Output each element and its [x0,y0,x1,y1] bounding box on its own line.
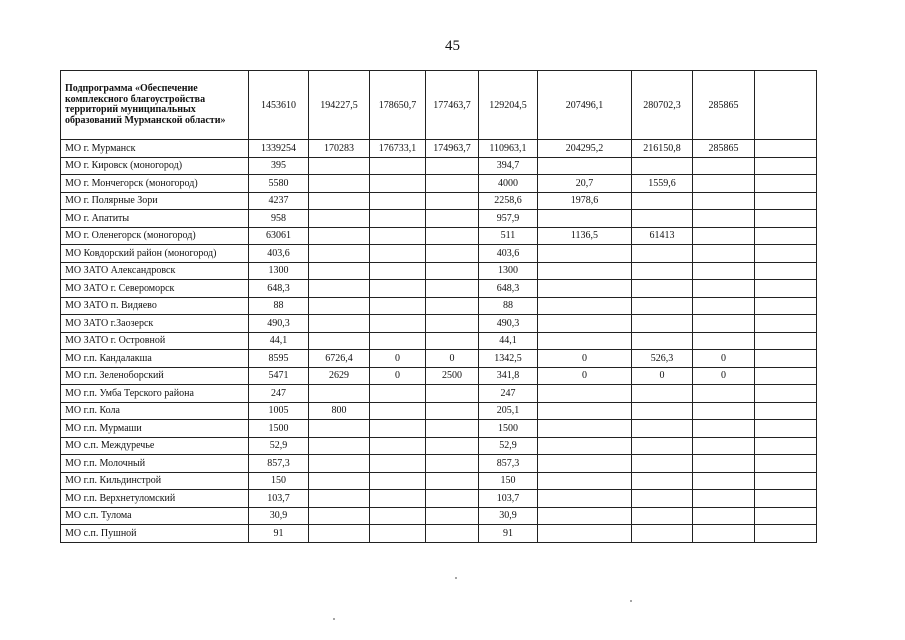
value-cell: 648,3 [479,280,538,298]
municipality-name: МО г.п. Кильдинстрой [61,472,249,490]
value-cell: 30,9 [249,507,309,525]
value-cell: 91 [479,525,538,543]
value-cell: 490,3 [479,315,538,333]
value-cell [309,472,370,490]
value-cell: 1300 [479,262,538,280]
value-cell [755,507,817,525]
municipality-row [61,437,817,455]
municipality-name: МО г.п. Кола [61,402,249,420]
municipality-name: МО с.п. Тулома [61,507,249,525]
value-cell [370,385,426,403]
municipality-name: МО г. Полярные Зори [61,192,249,210]
value-cell [538,402,632,420]
value-cell [309,437,370,455]
value-cell [693,472,755,490]
value-cell [370,262,426,280]
value-cell: 63061 [249,227,309,245]
value-cell: 958 [249,210,309,228]
value-cell: 174963,7 [426,140,479,158]
value-cell [755,385,817,403]
municipality-row [61,525,817,543]
value-cell [538,507,632,525]
value-cell [755,350,817,368]
value-cell: 1500 [479,420,538,438]
value-cell: 857,3 [249,455,309,473]
value-cell [538,385,632,403]
value-cell [309,385,370,403]
municipality-name: МО ЗАТО г. Североморск [61,280,249,298]
value-cell [693,280,755,298]
subprogram-cell: 178650,7 [370,71,426,140]
subprogram-cell: 129204,5 [479,71,538,140]
value-cell [755,280,817,298]
page-number: 45 [445,38,460,54]
value-cell: 490,3 [249,315,309,333]
value-cell [370,192,426,210]
table-body [61,71,817,543]
value-cell: 150 [249,472,309,490]
value-cell [632,157,693,175]
value-cell [309,525,370,543]
municipality-name: МО г.п. Молочный [61,455,249,473]
value-cell [370,402,426,420]
municipality-name: МО г.п. Верхнетуломский [61,490,249,508]
value-cell: 1136,5 [538,227,632,245]
value-cell: 52,9 [249,437,309,455]
value-cell [755,227,817,245]
value-cell: 61413 [632,227,693,245]
value-cell: 30,9 [479,507,538,525]
value-cell: 403,6 [479,245,538,263]
value-cell: 0 [538,367,632,385]
value-cell [693,210,755,228]
subprogram-cell: 194227,5 [309,71,370,140]
value-cell: 88 [249,297,309,315]
value-cell [309,280,370,298]
value-cell [426,472,479,490]
municipality-name: МО г.п. Умба Терского района [61,385,249,403]
value-cell: 4237 [249,192,309,210]
value-cell: 5471 [249,367,309,385]
value-cell: 1005 [249,402,309,420]
value-cell: 2500 [426,367,479,385]
value-cell [755,525,817,543]
value-cell [370,525,426,543]
value-cell [693,332,755,350]
value-cell [309,332,370,350]
municipality-row [61,420,817,438]
value-cell [426,525,479,543]
value-cell: 110963,1 [479,140,538,158]
value-cell [309,227,370,245]
scan-speck [455,577,457,579]
value-cell [426,175,479,193]
value-cell [426,385,479,403]
municipality-row [61,332,817,350]
value-cell [693,420,755,438]
value-cell [693,175,755,193]
value-cell: 103,7 [479,490,538,508]
value-cell [693,525,755,543]
value-cell: 216150,8 [632,140,693,158]
value-cell [426,297,479,315]
value-cell [309,315,370,333]
value-cell: 1342,5 [479,350,538,368]
value-cell [755,262,817,280]
municipality-name: МО г. Мурманск [61,140,249,158]
value-cell [693,507,755,525]
value-cell [755,192,817,210]
value-cell [309,157,370,175]
value-cell [632,332,693,350]
value-cell: 800 [309,402,370,420]
value-cell [370,157,426,175]
value-cell [309,490,370,508]
value-cell: 285865 [693,140,755,158]
value-cell [755,157,817,175]
value-cell [370,455,426,473]
value-cell: 247 [479,385,538,403]
value-cell [370,280,426,298]
scan-speck [333,618,335,620]
municipality-name: МО г.п. Мурмаши [61,420,249,438]
value-cell [693,402,755,420]
municipality-row [61,297,817,315]
value-cell: 0 [426,350,479,368]
municipality-name: МО с.п. Междуречье [61,437,249,455]
value-cell: 1559,6 [632,175,693,193]
municipality-row [61,350,817,368]
municipality-row [61,192,817,210]
value-cell: 1300 [249,262,309,280]
value-cell: 4000 [479,175,538,193]
value-cell [370,210,426,228]
value-cell [693,157,755,175]
municipality-row [61,140,817,158]
value-cell [370,507,426,525]
value-cell: 2258,6 [479,192,538,210]
municipality-name: МО ЗАТО п. Видяево [61,297,249,315]
value-cell [538,332,632,350]
value-cell [426,210,479,228]
value-cell: 526,3 [632,350,693,368]
value-cell: 0 [538,350,632,368]
value-cell [632,210,693,228]
value-cell: 394,7 [479,157,538,175]
value-cell [755,367,817,385]
value-cell [755,315,817,333]
value-cell: 857,3 [479,455,538,473]
value-cell: 52,9 [479,437,538,455]
value-cell [370,227,426,245]
value-cell [693,227,755,245]
value-cell [538,262,632,280]
value-cell [755,472,817,490]
value-cell: 1500 [249,420,309,438]
value-cell [538,280,632,298]
value-cell [693,297,755,315]
value-cell [755,420,817,438]
value-cell [309,262,370,280]
value-cell: 511 [479,227,538,245]
value-cell: 44,1 [249,332,309,350]
value-cell: 648,3 [249,280,309,298]
value-cell [426,262,479,280]
value-cell: 176733,1 [370,140,426,158]
value-cell [755,245,817,263]
value-cell [538,472,632,490]
value-cell [426,332,479,350]
value-cell [632,280,693,298]
value-cell [370,490,426,508]
municipality-row [61,262,817,280]
value-cell [538,490,632,508]
municipality-name: МО Ковдорский район (моногород) [61,245,249,263]
value-cell: 88 [479,297,538,315]
value-cell [309,507,370,525]
value-cell [755,455,817,473]
value-cell: 0 [632,367,693,385]
value-cell [538,245,632,263]
value-cell [538,455,632,473]
municipality-row [61,367,817,385]
municipality-row [61,210,817,228]
value-cell [538,437,632,455]
municipality-name: МО г.п. Кандалакша [61,350,249,368]
value-cell [632,385,693,403]
value-cell: 205,1 [479,402,538,420]
value-cell [693,437,755,455]
municipality-row [61,455,817,473]
value-cell: 1339254 [249,140,309,158]
value-cell [538,157,632,175]
value-cell [426,490,479,508]
value-cell: 957,9 [479,210,538,228]
value-cell: 20,7 [538,175,632,193]
value-cell [309,192,370,210]
value-cell [426,192,479,210]
municipality-name: МО ЗАТО Александровск [61,262,249,280]
value-cell: 44,1 [479,332,538,350]
municipality-name: МО ЗАТО г.Заозерск [61,315,249,333]
value-cell: 204295,2 [538,140,632,158]
value-cell [309,210,370,228]
value-cell [755,402,817,420]
value-cell [755,175,817,193]
value-cell [370,420,426,438]
value-cell [632,402,693,420]
municipality-name: МО г.п. Зеленоборский [61,367,249,385]
value-cell [693,385,755,403]
value-cell: 341,8 [479,367,538,385]
municipality-row [61,472,817,490]
value-cell [538,297,632,315]
value-cell [426,402,479,420]
value-cell [755,490,817,508]
value-cell [370,472,426,490]
municipality-name: МО г. Апатиты [61,210,249,228]
value-cell: 170283 [309,140,370,158]
value-cell [426,280,479,298]
value-cell [426,437,479,455]
value-cell: 5580 [249,175,309,193]
value-cell [309,245,370,263]
value-cell: 0 [370,350,426,368]
value-cell [632,455,693,473]
value-cell: 0 [693,350,755,368]
municipality-row [61,227,817,245]
value-cell [538,210,632,228]
subprogram-cell: 207496,1 [538,71,632,140]
value-cell [755,297,817,315]
value-cell [693,262,755,280]
municipality-row [61,175,817,193]
value-cell: 0 [370,367,426,385]
value-cell [426,245,479,263]
subprogram-row [61,71,817,140]
value-cell [755,140,817,158]
municipality-name: МО г. Кировск (моногород) [61,157,249,175]
municipality-name: МО г. Оленегорск (моногород) [61,227,249,245]
municipality-row [61,157,817,175]
value-cell: 8595 [249,350,309,368]
municipality-row [61,280,817,298]
value-cell [632,297,693,315]
value-cell [632,525,693,543]
value-cell [632,315,693,333]
subprogram-cell: 1453610 [249,71,309,140]
value-cell [693,455,755,473]
value-cell [370,297,426,315]
value-cell [426,315,479,333]
value-cell: 403,6 [249,245,309,263]
municipality-row [61,490,817,508]
value-cell [309,175,370,193]
scan-speck [630,600,632,602]
municipality-row [61,315,817,333]
value-cell: 103,7 [249,490,309,508]
value-cell [632,472,693,490]
value-cell [426,455,479,473]
value-cell [693,315,755,333]
value-cell [632,490,693,508]
value-cell [755,437,817,455]
value-cell [309,297,370,315]
municipality-row [61,245,817,263]
value-cell [755,210,817,228]
value-cell [309,455,370,473]
value-cell [632,437,693,455]
value-cell [309,420,370,438]
value-cell: 395 [249,157,309,175]
value-cell [370,175,426,193]
value-cell [538,525,632,543]
value-cell: 91 [249,525,309,543]
value-cell [370,315,426,333]
subprogram-cell: 285865 [693,71,755,140]
value-cell [538,315,632,333]
value-cell [632,507,693,525]
value-cell: 150 [479,472,538,490]
value-cell [632,245,693,263]
value-cell: 247 [249,385,309,403]
value-cell [632,420,693,438]
value-cell [426,227,479,245]
municipality-row [61,507,817,525]
value-cell: 2629 [309,367,370,385]
budget-table [60,70,817,543]
subprogram-name: Подпрограмма «Обеспечение комплексного благоустройства территорий муниципальных образований Мурманской области» [61,71,249,140]
value-cell [426,420,479,438]
municipality-name: МО ЗАТО г. Островной [61,332,249,350]
subprogram-cell: 177463,7 [426,71,479,140]
value-cell [693,245,755,263]
value-cell [370,332,426,350]
value-cell [693,192,755,210]
value-cell [370,437,426,455]
value-cell [693,490,755,508]
subprogram-cell: 280702,3 [632,71,693,140]
value-cell: 6726,4 [309,350,370,368]
municipality-row [61,402,817,420]
municipality-name: МО с.п. Пушной [61,525,249,543]
value-cell [755,332,817,350]
value-cell [370,245,426,263]
subprogram-cell [755,71,817,140]
value-cell: 1978,6 [538,192,632,210]
value-cell [538,420,632,438]
municipality-row [61,385,817,403]
value-cell [426,157,479,175]
value-cell [632,262,693,280]
value-cell: 0 [693,367,755,385]
value-cell [632,192,693,210]
value-cell [426,507,479,525]
municipality-name: МО г. Мончегорск (моногород) [61,175,249,193]
